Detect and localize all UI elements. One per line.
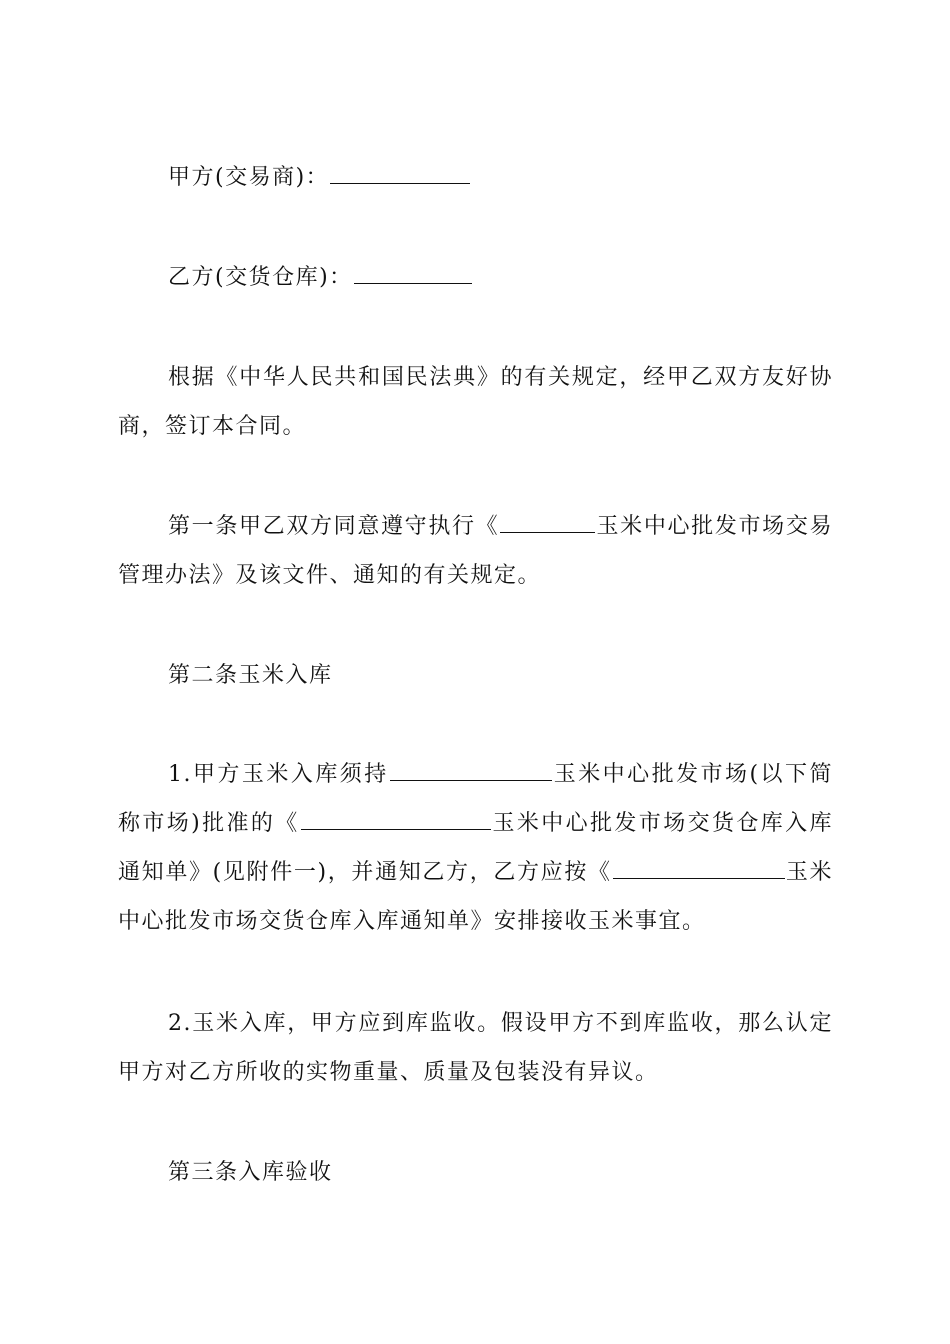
article-2-heading: 第二条玉米入库 bbox=[168, 663, 333, 688]
article-2-item-1-blank-3 bbox=[613, 877, 785, 879]
party-b-label: 乙方(交货仓库)： bbox=[168, 265, 353, 290]
article-1-text-end: 玉米中心批发市场交易管理办法》及该文件、通知的有关规定。 bbox=[118, 514, 833, 588]
article-2-item-1-text-a: 1.甲方玉米入库须持 bbox=[168, 762, 389, 787]
article-2-item-1-text-c: 玉米中心批发市场交货仓库入库通知单》(见附件一)，并通知乙方，乙方应按《 bbox=[118, 811, 833, 885]
party-b-blank bbox=[354, 282, 472, 284]
article-2-item-1 bbox=[118, 750, 833, 946]
article-1-blank bbox=[500, 531, 595, 533]
article-1-text-start: 第一条甲乙双方同意遵守执行《 bbox=[168, 514, 500, 539]
article-2-item-1-blank-2 bbox=[301, 828, 491, 830]
article-1-paragraph bbox=[118, 502, 833, 600]
article-2-item-1-text-d: 玉米中心批发市场交货仓库入库通知单》安排接收玉米事宜。 bbox=[118, 860, 833, 934]
party-a-label: 甲方(交易商)： bbox=[168, 165, 330, 190]
party-a-blank bbox=[330, 182, 470, 184]
party-b-line bbox=[118, 253, 833, 302]
preamble-paragraph: 根据《中华人民共和国民法典》的有关规定，经甲乙双方友好协商，签订本合同。 bbox=[118, 365, 833, 439]
article-2-item-1-blank-1 bbox=[390, 779, 552, 781]
article-2-item-2: 2.玉米入库，甲方应到库监收。假设甲方不到库监收，那么认定甲方对乙方所收的实物重量、质量及包装没有异议。 bbox=[118, 1011, 833, 1085]
party-a-line bbox=[118, 153, 833, 202]
article-2-item-1-text-b: 玉米中心批发市场(以下简称市场)批准的《 bbox=[118, 762, 833, 836]
article-3-heading: 第三条入库验收 bbox=[168, 1160, 333, 1185]
